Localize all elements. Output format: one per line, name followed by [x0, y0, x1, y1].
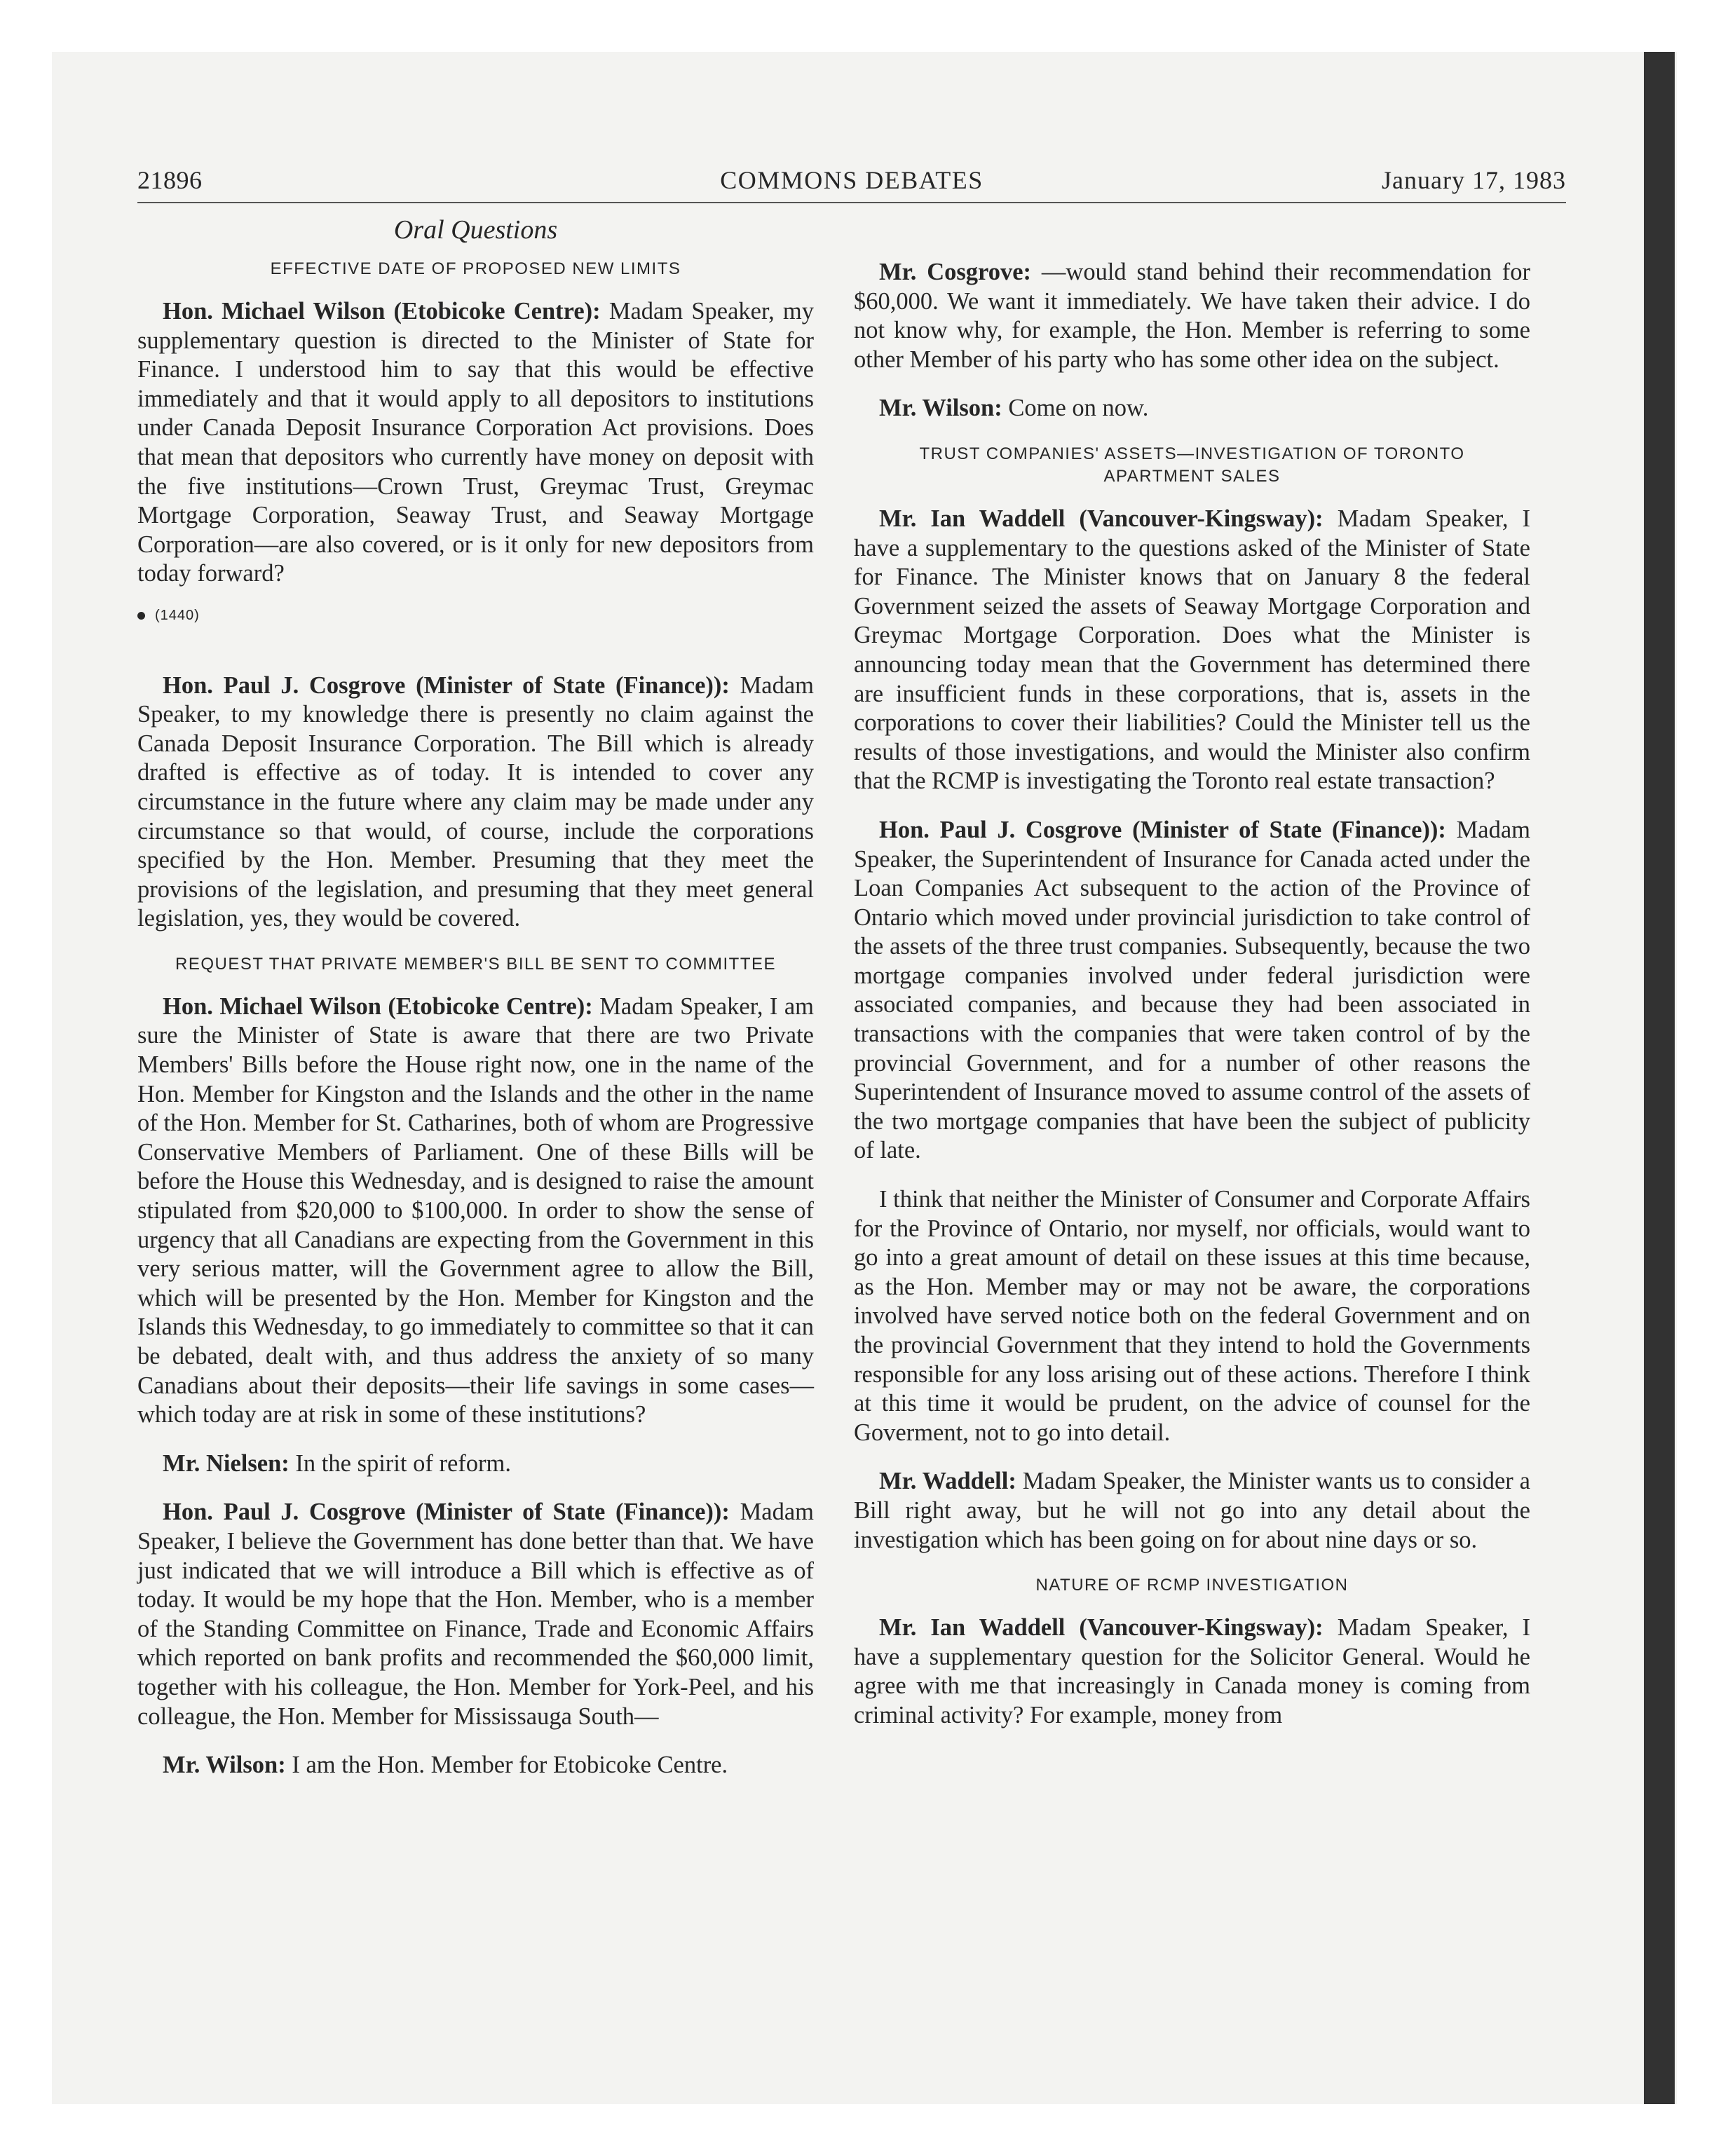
speech-paragraph	[854, 394, 1530, 423]
speech-paragraph	[137, 1751, 814, 1780]
scan-edge-bar	[1644, 52, 1675, 2104]
speech-paragraph	[137, 1449, 814, 1479]
speaker-name: Mr. Ian Waddell (Vancouver-Kingsway):	[879, 1614, 1324, 1642]
speech-text: Madam Speaker, to my knowledge there is presently no claim against the Canada Deposit Insurance Corporation. The Bill which is already drafted is effective as of today. It is intended to cover any circumstance in the future where any claim may be made under any circumstance so that would, of course, include the corporations specified by the Hon. Member. Presuming that they meet the provisions of the legislation, and presuming that they meet general legislation, yes, they would be covered.	[137, 671, 814, 932]
header-rule	[137, 202, 1566, 203]
speech-text: Madam Speaker, my supplementary question is directed to the Minister of State for Finance. I understood him to say that this would be effective immediately and that it would apply to all depositors to institutions under Canada Deposit Insurance Corporation Act provisions. Does that mean that depositors who currently have money on deposit with the five institutions—Crown Trust, Greymac Trust, Greymac Mortgage Corporation, Seaway Trust, and Seaway Mortgage Corporation—are also covered, or is it only for new depositors from today forward?	[137, 298, 814, 587]
speech-text: I think that neither the Minister of Consumer and Corporate Affairs for the Province of Ontario, nor myself, nor officials, would want to go into a great amount of detail on these issues at this time because, as the Hon. Member may or may not be aware, the corporations involved have served notice both on the federal Government and on the provincial Government that they intend to hold the Governments responsible for any loss arising out of these actions. Therefore I think at this time it would be prudent, on the advice of counsel for the Goverment, not to go into detail.	[854, 1186, 1530, 1446]
section-heading: TRUST COMPANIES' ASSETS—INVESTIGATION OF TORONTO APARTMENT SALES	[919, 444, 1465, 486]
right-column	[854, 258, 1530, 1750]
speech-paragraph	[854, 1613, 1530, 1730]
section-heading: EFFECTIVE DATE OF PROPOSED NEW LIMITS	[270, 259, 681, 278]
speech-paragraph	[854, 505, 1530, 796]
speech-text: Madam Speaker, I am sure the Minister of State is aware that there are two Private Members' Bills before the House right now, one in the name of the Hon. Member for Kingston and the Islands and the other in the name of the Hon. Member for St. Catharines, both of whom are Progressive Conservative Members of Parliament. One of these Bills will be before the House this Wednesday, and is designed to raise the amount stipulated from $20,000 to $100,000. In order to show the sense of urgency that all Canadians are expecting from the Government in this very serious matter, will the Government agree to allow the Bill, which will be presented by the Hon. Member for Kingston and the Islands this Wednesday, to go immediately to committee so that it can be debated, dealt with, and thus address the anxiety of so many Canadians about their deposits—their life savings in some cases—which today are at risk in some of these institutions?	[137, 992, 815, 1428]
section-heading: NATURE OF RCMP INVESTIGATION	[1035, 1576, 1349, 1595]
speech-text: Madam Speaker, the Minister wants us to consider a Bill right away, but he will not go into any detail about the investigation which has been going on for about nine days or so.	[854, 1468, 1530, 1553]
speaker-name: Hon. Paul J. Cosgrove (Minister of State (Finance)):	[163, 671, 730, 699]
speech-paragraph	[854, 258, 1530, 374]
speech-paragraph	[854, 816, 1530, 1166]
speech-text: Madam Speaker, I have a supplementary question for the Solicitor General. Would he agree with me that increasingly in Canada money is coming from criminal activity? For example, money from	[854, 1614, 1531, 1728]
time-marker-text: (1440)	[155, 607, 200, 623]
speaker-name: Hon. Paul J. Cosgrove (Minister of State (Finance)):	[163, 1499, 730, 1526]
time-marker	[137, 601, 814, 631]
speaker-name: Mr. Ian Waddell (Vancouver-Kingsway):	[879, 505, 1324, 532]
section-subtitle: Oral Questions	[393, 215, 558, 245]
speaker-name: Hon. Michael Wilson (Etobicoke Centre):	[163, 992, 593, 1020]
publication-date: January 17, 1983	[1382, 166, 1566, 194]
speaker-name: Hon. Paul J. Cosgrove (Minister of State (Finance)):	[879, 816, 1446, 843]
speech-paragraph	[137, 297, 814, 589]
left-column	[137, 210, 814, 1800]
speech-text: Come on now.	[1008, 395, 1149, 422]
page-number: 21896	[137, 166, 203, 194]
speech-text: Madam Speaker, the Superintendent of Insurance for Canada acted under the Loan Companies Act subsequent to the action of the Province of Ontario which moved under provincial jurisdiction to take control of the assets of the three trust companies. Subsequently, because the two mortgage companies involved under federal jurisdiction were associated companies, and because they had been associated in transactions with the companies that were taken control of by the provincial Government, and for a number of other reasons the Superintendent of Insurance moved to assume control of the assets of the two mortgage companies that have been the subject of publicity of late.	[854, 816, 1530, 1164]
speaker-name: Mr. Waddell:	[879, 1468, 1016, 1495]
speech-text: Madam Speaker, I believe the Government has done better than that. We have just indicated that we will introduce a Bill which is effective as of today. It would be my hope that the Hon. Member, who is a member of the Standing Committee on Finance, Trade and Economic Affairs which reported on bank profits and recommended the $60,000 limit, together with his colleague, the Hon. Member for York-Peel, and his colleague, the Hon. Member for Mississauga South—	[137, 1499, 814, 1730]
speaker-name: Hon. Michael Wilson (Etobicoke Centre):	[163, 298, 601, 325]
speech-paragraph	[137, 1498, 814, 1731]
speech-paragraph	[854, 1467, 1530, 1555]
bullet-icon	[137, 612, 145, 620]
speech-text: Madam Speaker, I have a supplementary to the questions asked of the Minister of State for Finance. The Minister knows that on January 8 the federal Government seized the assets of Seaway Mortgage Corporation and Greymac Mortgage Corporation. Does what the Minister is announcing today mean that the Government has determined there are insufficient funds in these corporations, that is, assets in the corporations to cover their liabilities? Could the Minister tell us the results of those investigations, and would the Minister also confirm that the RCMP is investigating the Toronto real estate transaction?	[854, 505, 1531, 795]
speech-paragraph	[137, 992, 814, 1430]
speech-text: In the spirit of reform.	[295, 1449, 511, 1477]
speech-text: —would stand behind their recommendation for $60,000. We want it immediately. We have taken their advice. I do not know why, for example, the Hon. Member is referring to some other Member of his party who has some other idea on the subject.	[854, 259, 1531, 373]
section-heading: REQUEST THAT PRIVATE MEMBER'S BILL BE SENT TO COMMITTEE	[175, 954, 776, 974]
publication-title: COMMONS DEBATES	[720, 166, 984, 194]
speaker-name: Mr. Wilson:	[879, 395, 1002, 422]
speech-text: I am the Hon. Member for Etobicoke Centre.	[292, 1752, 728, 1779]
speaker-name: Mr. Wilson:	[163, 1752, 286, 1779]
page-header	[137, 165, 1566, 205]
speaker-name: Mr. Cosgrove:	[879, 259, 1032, 285]
speaker-name: Mr. Nielsen:	[163, 1449, 290, 1477]
speech-paragraph	[137, 671, 814, 934]
speech-paragraph	[854, 1185, 1530, 1447]
